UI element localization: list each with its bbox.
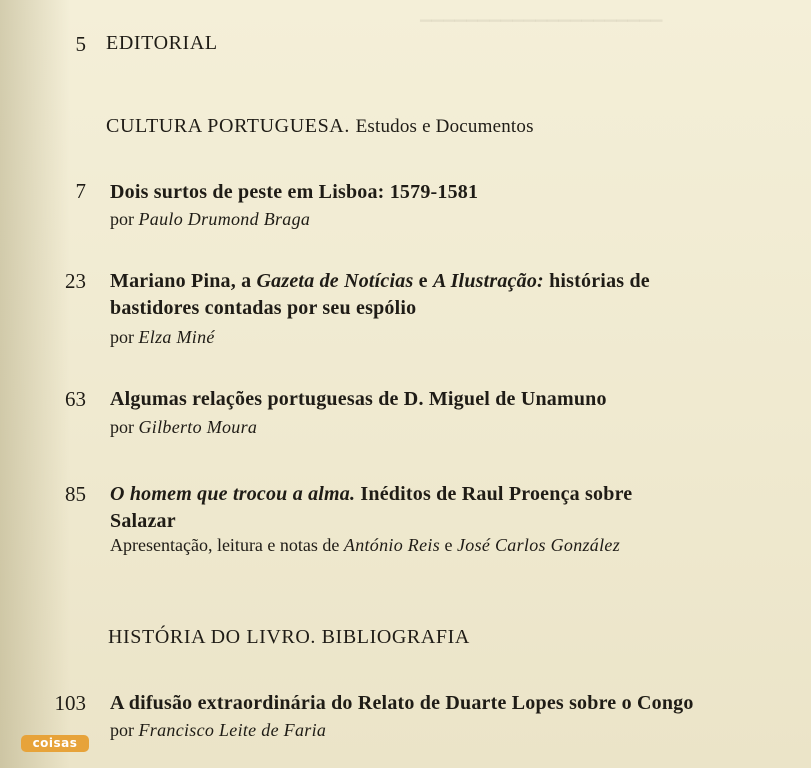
author-name: Elza Miné — [138, 327, 215, 347]
and-label: e — [444, 535, 453, 555]
author-name: António Reis — [343, 535, 440, 555]
page-number: 63 — [65, 387, 86, 411]
entry-title: Algumas relações portuguesas de D. Miguel de Unamuno — [110, 388, 607, 410]
entry-author — [110, 327, 215, 348]
author-name: Francisco Leite de Faria — [138, 720, 327, 740]
page-number: 23 — [65, 269, 86, 293]
section-title-main: CULTURA PORTUGUESA. — [106, 115, 350, 137]
editorial-title: EDITORIAL — [106, 32, 218, 54]
title-line2: Salazar — [110, 510, 176, 532]
title-part: histórias de — [543, 270, 650, 292]
entry-title: A difusão extraordinária do Relato de Duarte Lopes sobre o Congo — [110, 692, 694, 714]
section-title: HISTÓRIA DO LIVRO. BIBLIOGRAFIA — [108, 626, 470, 648]
intro-label: Apresentação, leitura e notas de — [110, 535, 340, 555]
title-italic: Gazeta de Notícias — [256, 270, 414, 292]
title-part: e — [413, 270, 433, 292]
entry-author — [110, 209, 310, 230]
watermark-logo: coisas — [21, 735, 89, 752]
entry-author — [110, 417, 257, 438]
title-line2: bastidores contadas por seu espólio — [110, 297, 417, 319]
title-italic: O homem que trocou a alma. — [110, 483, 356, 505]
section-subtitle: Estudos e Documentos — [355, 116, 534, 137]
by-label: por — [110, 327, 134, 347]
bleed-through-text: ▁▁▁▁▁▁▁▁▁▁▁▁▁▁▁▁▁▁▁▁▁ — [420, 6, 663, 22]
author-name: José Carlos González — [457, 535, 620, 555]
page-number: 7 — [75, 179, 86, 203]
section-title — [106, 115, 534, 138]
title-part: Inéditos de Raul Proença sobre — [355, 483, 633, 505]
by-label: por — [110, 209, 134, 229]
title-italic: A Ilustração: — [432, 270, 544, 292]
by-label: por — [110, 720, 134, 740]
page-number: 5 — [75, 32, 86, 56]
entry-title — [110, 268, 800, 322]
author-name: Gilberto Moura — [138, 417, 258, 437]
entry-author — [110, 535, 620, 556]
entry-title — [110, 481, 800, 535]
author-name: Paulo Drumond Braga — [138, 209, 311, 229]
page-number: 103 — [54, 691, 86, 715]
by-label: por — [110, 417, 134, 437]
title-part: Mariano Pina, a — [110, 270, 257, 292]
entry-author — [110, 720, 326, 741]
entry-title: Dois surtos de peste em Lisboa: 1579-1581 — [110, 181, 479, 203]
page-number: 85 — [65, 482, 86, 506]
